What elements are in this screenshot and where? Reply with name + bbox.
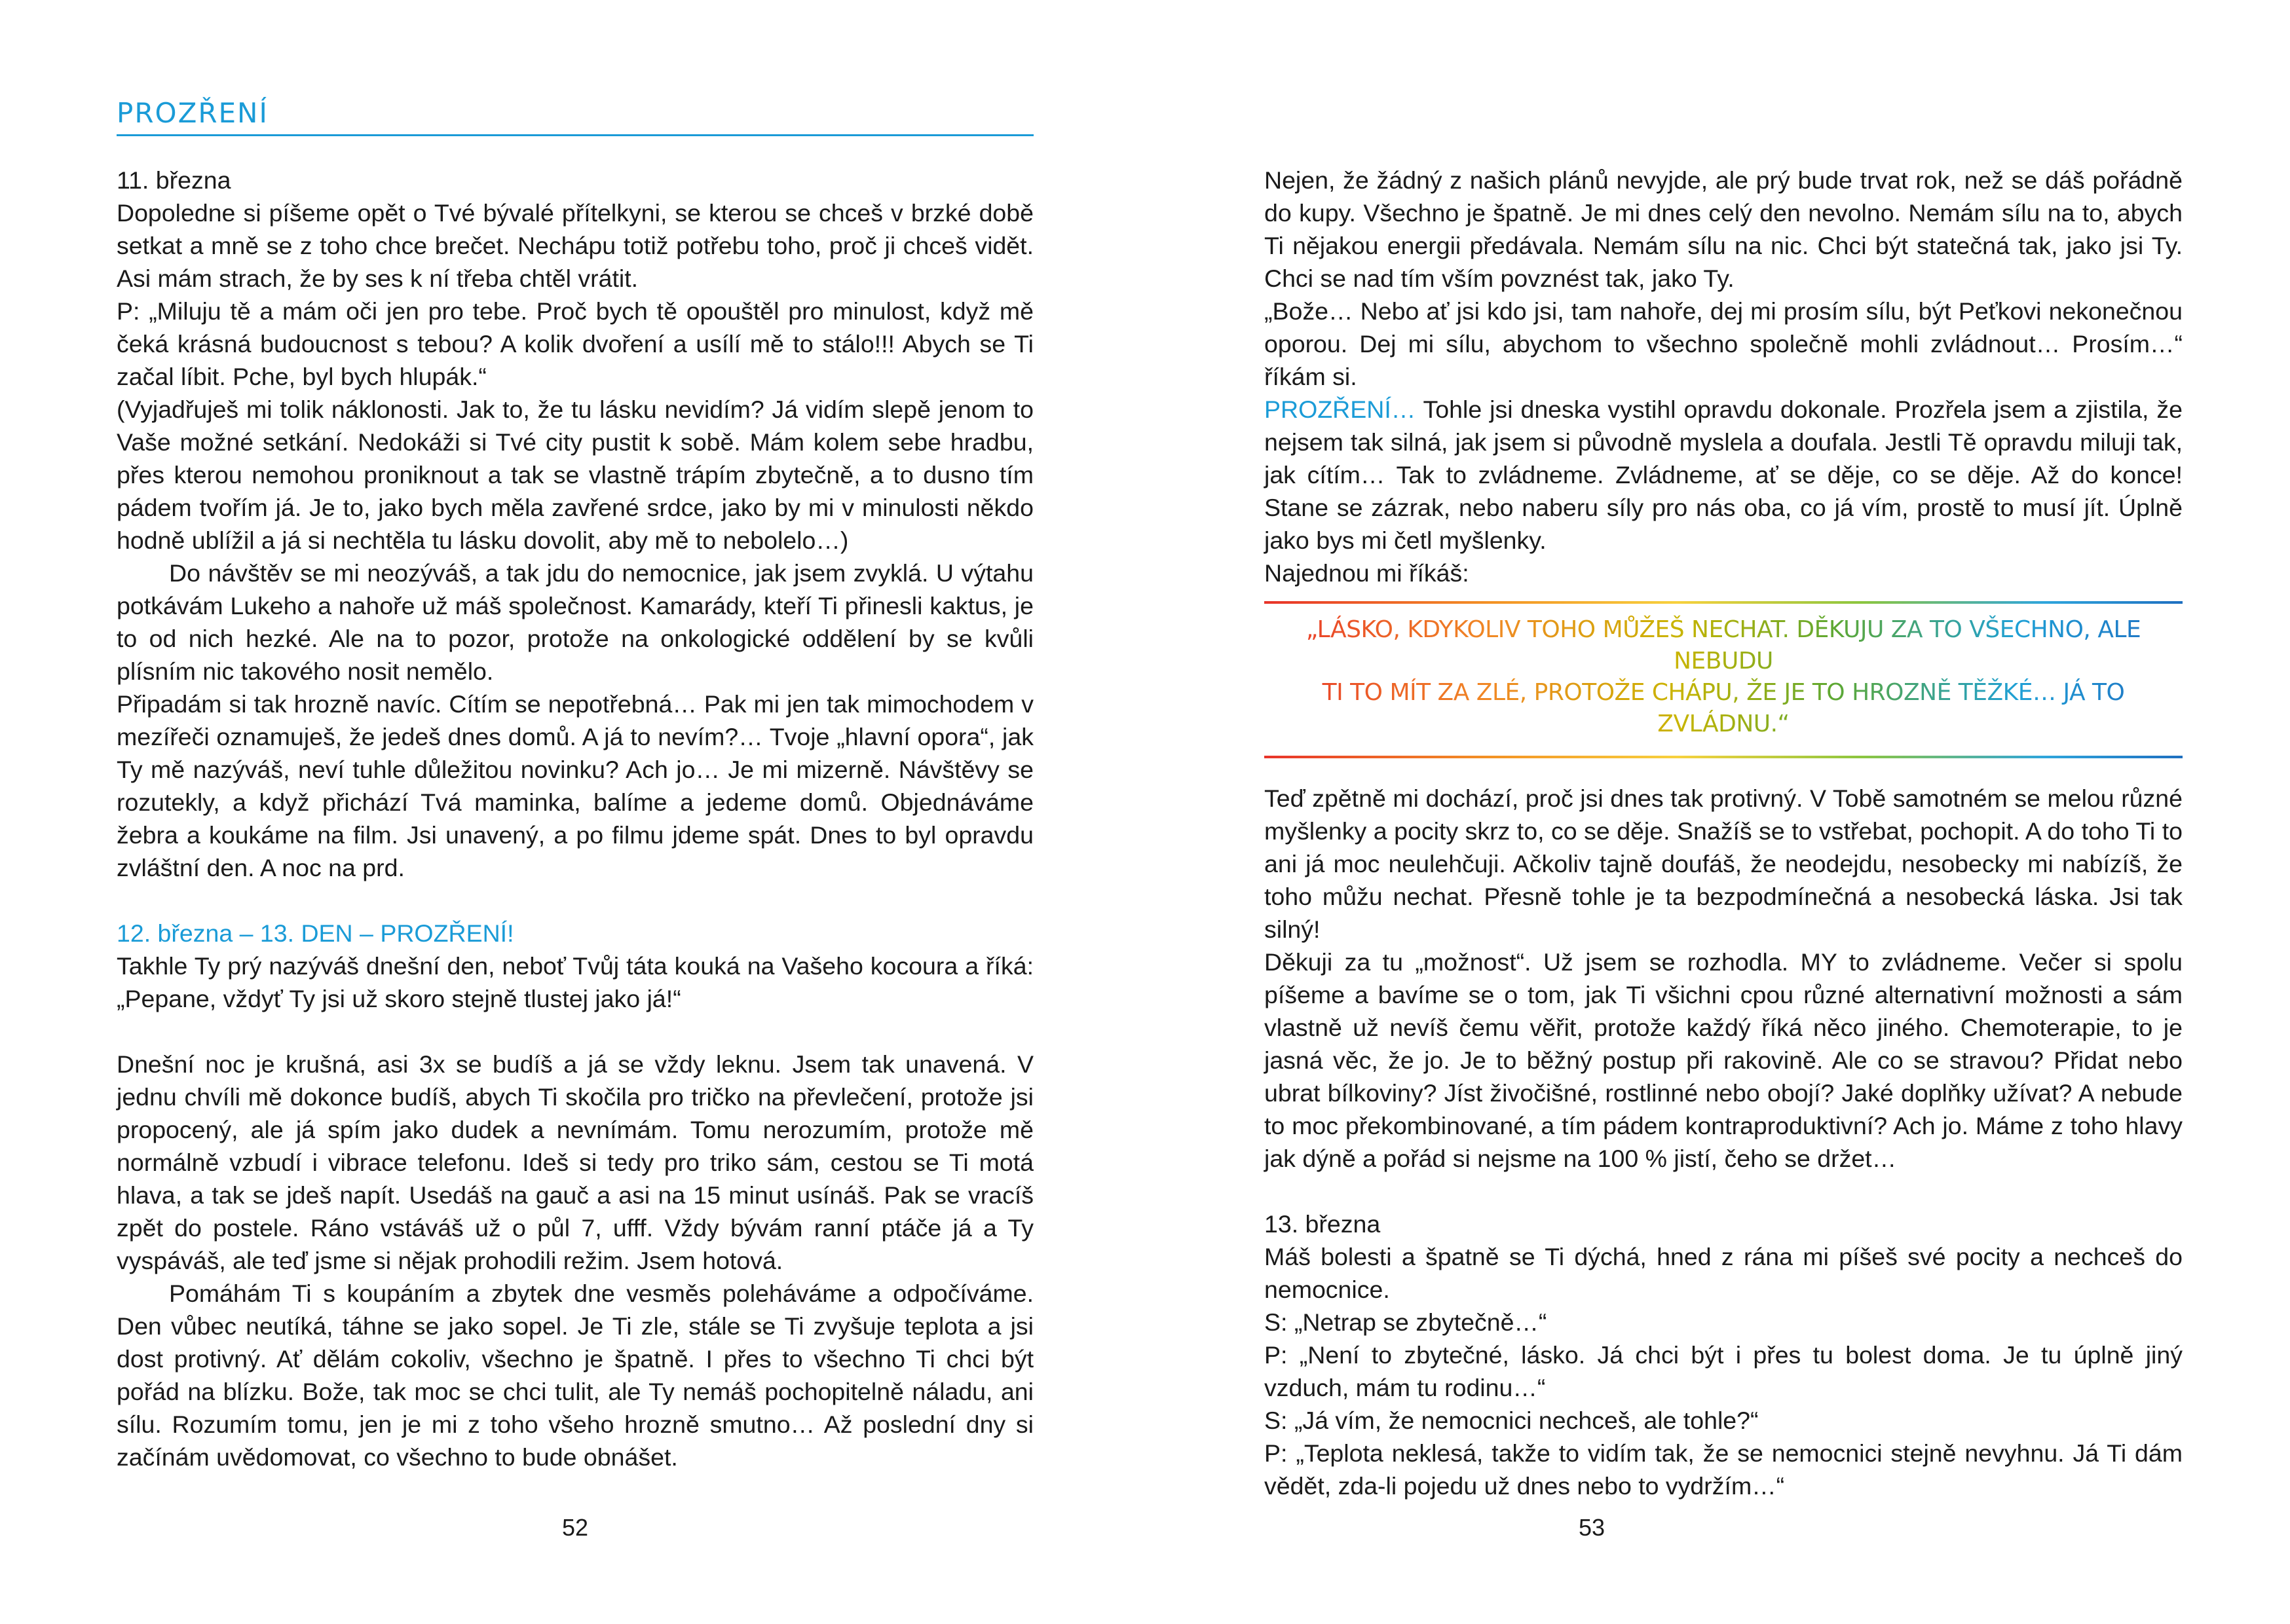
date-heading: 11. března xyxy=(117,166,231,194)
section-title: PROZŘENÍ xyxy=(117,97,269,129)
dialogue-line: S: „Já vím, že nemocnici nechceš, ale tohle?“ xyxy=(1264,1407,1759,1434)
right-column xyxy=(1264,164,2183,1502)
highlight-word: PROZŘENÍ… xyxy=(1264,396,1416,423)
paragraph: Do návštěv se mi neozýváš, a tak jdu do nemocnice, jak jsem zvyklá. U výtahu potkávám Lukeho a nahoře už máš společnost. Kamarády, kteří Ti přinesli kaktus, je to od nich hezké. Ale na to pozor, protože na onkologické oddělení by se kvůli plísním nic takového nosit nemělo. xyxy=(117,559,1034,685)
paragraph: Máš bolesti a špatně se Ti dýchá, hned z rána mi píšeš své pocity a nechceš do nemocnice. xyxy=(1264,1243,2183,1303)
paragraph: Připadám si tak hrozně navíc. Cítím se nepotřebná… Pak mi jen tak mimochodem v mezířeči oznamuješ, že jedeš dnes domů. A já to nevím?… Tvoje „hlavní opora“, jak Ty mě nazýváš, neví tuhle důležitou novinku? Ach jo… Je mi mizerně. Návštěvy se rozutekly, a když přichází Tvá maminka, balíme a jedeme domů. Objednáváme žebra a koukáme na film. Jsi unavený, a po filmu jdeme spát. Dnes to byl opravdu zvláštní den. A noc na prd. xyxy=(117,690,1034,881)
quote-line: TI TO MÍT ZA ZLÉ, PROTOŽE CHÁPU, ŽE JE TO HROZNĚ TĚŽKÉ… JÁ TO ZVLÁDNU.“ xyxy=(1322,679,2125,737)
paragraph: Najednou mi říkáš: xyxy=(1264,559,1469,587)
paragraph-text: Tohle jsi dneska vystihl opravdu dokonale. Prozřela jsem a zjistila, že nejsem tak silná, jak jsem si původně myslela a doufala. Jestli Tě opravdu miluji tak, jak cítím… Tak to zvládneme. Zvládneme, ať se děje, co se děje. Až do konce! Stane se zázrak, nebo naberu síly pro nás oba, co já vím, prostě to musí jít. Úplně jako bys mi četl myšlenky. xyxy=(1264,396,2183,554)
paragraph: Dopoledne si píšeme opět o Tvé bývalé přítelkyni, se kterou se chceš v brzké době setkat a mně se z toho chce brečet. Nechápu totiž potřebu toho, proč ji chceš vidět. Asi mám strach, že by ses k ní třeba chtěl vrátit. xyxy=(117,199,1034,292)
dialogue-line: P: „Teplota neklesá, takže to vidím tak, že se nemocnici stejně nevyhnu. Já Ti dám vědět, zda-li pojedu už dnes nebo to vydržím…“ xyxy=(1264,1439,2183,1500)
title-rule xyxy=(117,134,1034,136)
prayer-paragraph: „Bože… Nebo ať jsi kdo jsi, tam nahoře, dej mi prosím sílu, být Peťkovi nekonečnou oporou. Dej mi sílu, abychom to všechno společně mohli zvládnout… Prosím…“ říkám si. xyxy=(1264,297,2183,390)
paragraph: (Vyjadřuješ mi tolik náklonosti. Jak to, že tu lásku nevidím? Já vidím slepě jenom to Vaše možné setkání. Nedokáži si Tvé city pustit k sobě. Mám kolem sebe hradbu, přes kterou nemohou proniknout a tak se vlastně trápím zbytečně, a to dusno tím pádem tvořím já. Je to, jako bych měla zavřené srdce, jako by mi v minulosti někdo hodně ublížil a já si nechtěla tu lásku dovolit, aby mě to nebolelo…) xyxy=(117,396,1034,554)
right-page xyxy=(1145,0,2290,1624)
dialogue-line: P: „Není to zbytečné, lásko. Já chci být i přes tu bolest doma. Je tu úplně jiný vzduch, mám tu rodinu…“ xyxy=(1264,1341,2183,1401)
paragraph: Pomáhám Ti s koupáním a zbytek dne vesměs poleháváme a odpočíváme. Den vůbec neutíká, táhne se jako sopel. Je Ti zle, stále se Ti zvyšuje teplota a jsi dost protivný. Ať dělám cokoliv, všechno je špatně. I přes to všechno Ti chci být pořád na blízku. Bože, tak moc se chci tulit, ale Ty nemáš pochopitelně náladu, ani sílu. Rozumím tomu, jen je mi z toho všeho hrozně smutno… Až poslední dny si začínám uvědomovat, co všechno to bude obnášet. xyxy=(117,1280,1034,1471)
dialogue-line: S: „Netrap se zbytečně…“ xyxy=(1264,1308,1547,1336)
dialogue-line: P: „Miluju tě a mám oči jen pro tebe. Proč bych tě opouštěl pro minulost, když mě čeká krásná budoucnost s tebou? A kolik dvoření a usílí mě to stálo!!! Abych se Ti začal líbit. Pche, byl bych hlupák.“ xyxy=(117,297,1034,390)
paragraph: Dnešní noc je krušná, asi 3x se budíš a já se vždy leknu. Jsem tak unavená. V jednu chvíli mě dokonce budíš, abych Ti skočila pro tričko na převlečení, protože jsi propocený, ale já spím jako dudek a nevnímám. Tomu nerozumím, protože mě normálně vzbudí i vibrace telefonu. Ideš si tedy pro triko sám, cestou se Ti motá hlava, a tak se jdeš napít. Usedáš na gauč a asi na 15 minut usínáš. Pak se vracíš zpět do postele. Ráno vstáváš už o půl 7, ufff. Vždy bývám ranní ptáče já a Ty vyspáváš, ale teď jsme si nějak prohodili režim. Jsem hotová. xyxy=(117,1050,1034,1274)
page-number: 53 xyxy=(1578,1514,1605,1541)
date-heading: 13. března xyxy=(1264,1210,1381,1238)
paragraph: Děkuji za tu „možnost“. Už jsem se rozhodla. MY to zvládneme. Večer si spolu píšeme a bavíme se o tom, jak Ti všichni cpou různé alternativní možnosti a sám vlastně už nevíš čemu věřit, protože každý říká něco jiného. Chemoterapie, to je jasná věc, že jo. Je to běžný postup při rakovině. Ale co se stravou? Přidat nebo ubrat bílkoviny? Jíst živočišné, rostlinné nebo obojí? Jaké doplňky užívat? A nebude to moc překombinované, a tím pádem kontraproduktivní? Ach jo. Máme z toho hlavy jak dýně a pořád si nejsme na 100 % jistí, čeho se držet… xyxy=(1264,948,2183,1172)
paragraph xyxy=(1264,393,2183,557)
spacer xyxy=(117,884,1034,917)
spacer xyxy=(1264,1175,2183,1208)
paragraph: Takhle Ty prý nazýváš dnešní den, neboť Tvůj táta kouká na Vašeho kocoura a říká: „Pepane, vždyť Ty jsi už skoro stejně tlustej jako já!“ xyxy=(117,952,1034,1012)
page-number: 52 xyxy=(561,1514,589,1541)
left-column xyxy=(117,164,1034,1473)
paragraph: Nejen, že žádný z našich plánů nevyjde, ale prý bude trvat rok, než se dáš pořádně do kupy. Všechno je špatně. Je mi dnes celý den nevolno. Nemám sílu na to, abych Ti nějakou energii předávala. Nemám sílu na nic. Chci být statečná tak, jako jsi Ty. Chci se nad tím vším povznést tak, jako Ty. xyxy=(1264,166,2183,292)
quote-line: „LÁSKO, KDYKOLIV TOHO MŮŽEŠ NECHAT. DĚKUJU ZA TO VŠECHNO, ALE NEBUDU xyxy=(1305,616,2141,674)
paragraph: Teď zpětně mi dochází, proč jsi dnes tak protivný. V Tobě samotném se melou různé myšlenky a pocity skrz to, co se děje. Snažíš se to vstřebat, pochopit. A do toho Ti to ani já moc neulehčuji. Ačkoliv tajně doufáš, že neodejdu, nesobecky mi nabízíš, že toho můžu nechat. Přesně tohle je ta bezpodmínečná a nesobecká láska. Jsi tak silný! xyxy=(1264,784,2183,943)
spacer xyxy=(117,1015,1034,1048)
day-heading: 12. března – 13. DEN – PROZŘENÍ! xyxy=(117,919,514,947)
pull-quote xyxy=(1264,604,2183,756)
